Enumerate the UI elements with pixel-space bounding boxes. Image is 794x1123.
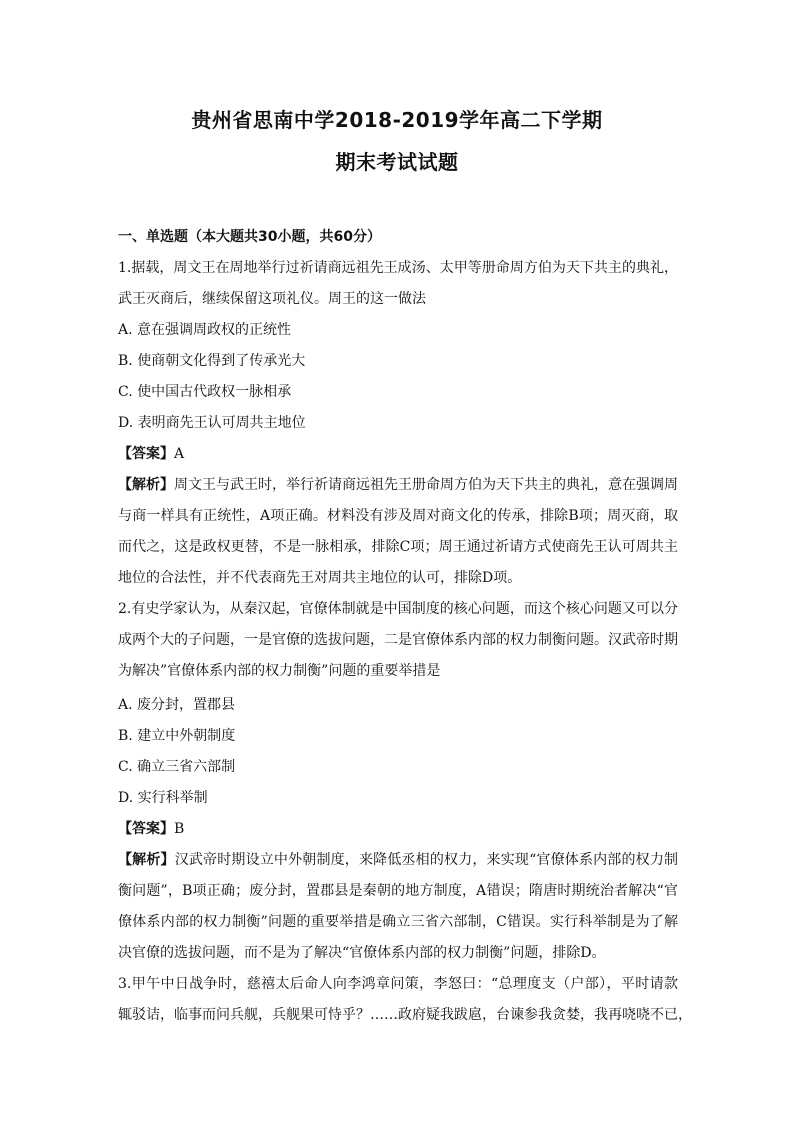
q1-option-b: B. 使商朝文化得到了传承光大 bbox=[118, 353, 306, 369]
q2-stem-line3: 为解决”官僚体系内部的权力制衡”问题的重要举措是 bbox=[118, 663, 441, 679]
q1-option-c: C. 使中国古代政权一脉相承 bbox=[118, 384, 292, 400]
q2-answer-value: B bbox=[174, 821, 185, 837]
q3-stem-line2: 辄驳诘，临事而问兵舰，兵舰果可恃乎？……政府疑我跋扈，台谏参我贪婪，我再哓哓不已， bbox=[118, 1007, 692, 1023]
q2-answer-tag: 【答案】 bbox=[118, 821, 174, 837]
q1-answer-tag: 【答案】 bbox=[118, 446, 174, 462]
q3-stem-line1: 3.甲午中日战争时，慈禧太后命人向李鸿章问策，李怒曰：“总理度支（户部），平时请款 bbox=[118, 976, 678, 992]
document-title-line2: 期末考试试题 bbox=[335, 150, 459, 174]
q1-stem-line2: 武王灭商后，继续保留这项礼仪。周王的这一做法 bbox=[118, 291, 426, 307]
q1-option-a: A. 意在强调周政权的正统性 bbox=[118, 322, 292, 338]
q1-analysis-line2: 与商一样具有正统性，A项正确。材料没有涉及周对商文化的传承，排除B项；周灭商，取 bbox=[118, 508, 678, 524]
q1-answer bbox=[118, 444, 678, 464]
q1-stem-line1: 1.据载，周文王在周地举行过祈请商远祖先王成汤、太甲等册命周方伯为天下共主的典礼， bbox=[118, 260, 678, 276]
q2-option-d: D. 实行科举制 bbox=[118, 790, 208, 806]
q1-analysis-tag: 【解析】 bbox=[118, 477, 174, 493]
q2-stem-line2: 成两个大的子问题，一是官僚的选拔问题，二是官僚体系内部的权力制衡问题。汉武帝时期 bbox=[118, 632, 678, 648]
q2-analysis-line1 bbox=[118, 850, 678, 870]
q2-option-c: C. 确立三省六部制 bbox=[118, 759, 236, 775]
q1-answer-value: A bbox=[174, 446, 185, 462]
q1-option-d: D. 表明商先王认可周共主地位 bbox=[118, 415, 306, 431]
q2-option-b: B. 建立中外朝制度 bbox=[118, 728, 236, 744]
q2-analysis-line4: 决官僚的选拔问题，而不是为了解决“官僚体系内部的权力制衡”问题，排除D。 bbox=[118, 945, 606, 961]
document-title-line1: 贵州省思南中学2018-2019学年高二下学期 bbox=[191, 108, 603, 132]
q2-analysis-line2: 衡问题”，B项正确；废分封，置郡县是秦朝的地方制度，A错误；隋唐时期统治者解决“官 bbox=[118, 883, 678, 899]
q1-analysis-text1: 周文王与武王时，举行祈请商远祖先王册命周方伯为天下共主的典礼，意在强调周 bbox=[174, 477, 678, 493]
q2-analysis-text1: 汉武帝时期设立中外朝制度，来降低丞相的权力，来实现“官僚体系内部的权力制 bbox=[174, 852, 679, 868]
q2-analysis-tag: 【解析】 bbox=[118, 852, 175, 868]
q2-stem-line1: 2.有史学家认为，从秦汉起，官僚体制就是中国制度的核心问题，而这个核心问题又可以分 bbox=[118, 601, 678, 617]
q2-option-a: A. 废分封，置郡县 bbox=[118, 697, 236, 713]
q2-analysis-line3: 僚体系内部的权力制衡”问题的重要举措是确立三省六部制，C错误。实行科举制是为了解 bbox=[118, 914, 678, 930]
section-heading: 一、单选题（本大题共30小题，共60分） bbox=[118, 229, 381, 245]
q1-analysis-line1 bbox=[118, 475, 678, 495]
q1-analysis-line3: 而代之，这是政权更替，不是一脉相承，排除C项；周王通过祈请方式使商先王认可周共主 bbox=[118, 539, 678, 555]
q2-answer bbox=[118, 819, 678, 839]
q1-analysis-line4: 地位的合法性，并不代表商先王对周共主地位的认可，排除D项。 bbox=[118, 570, 522, 586]
